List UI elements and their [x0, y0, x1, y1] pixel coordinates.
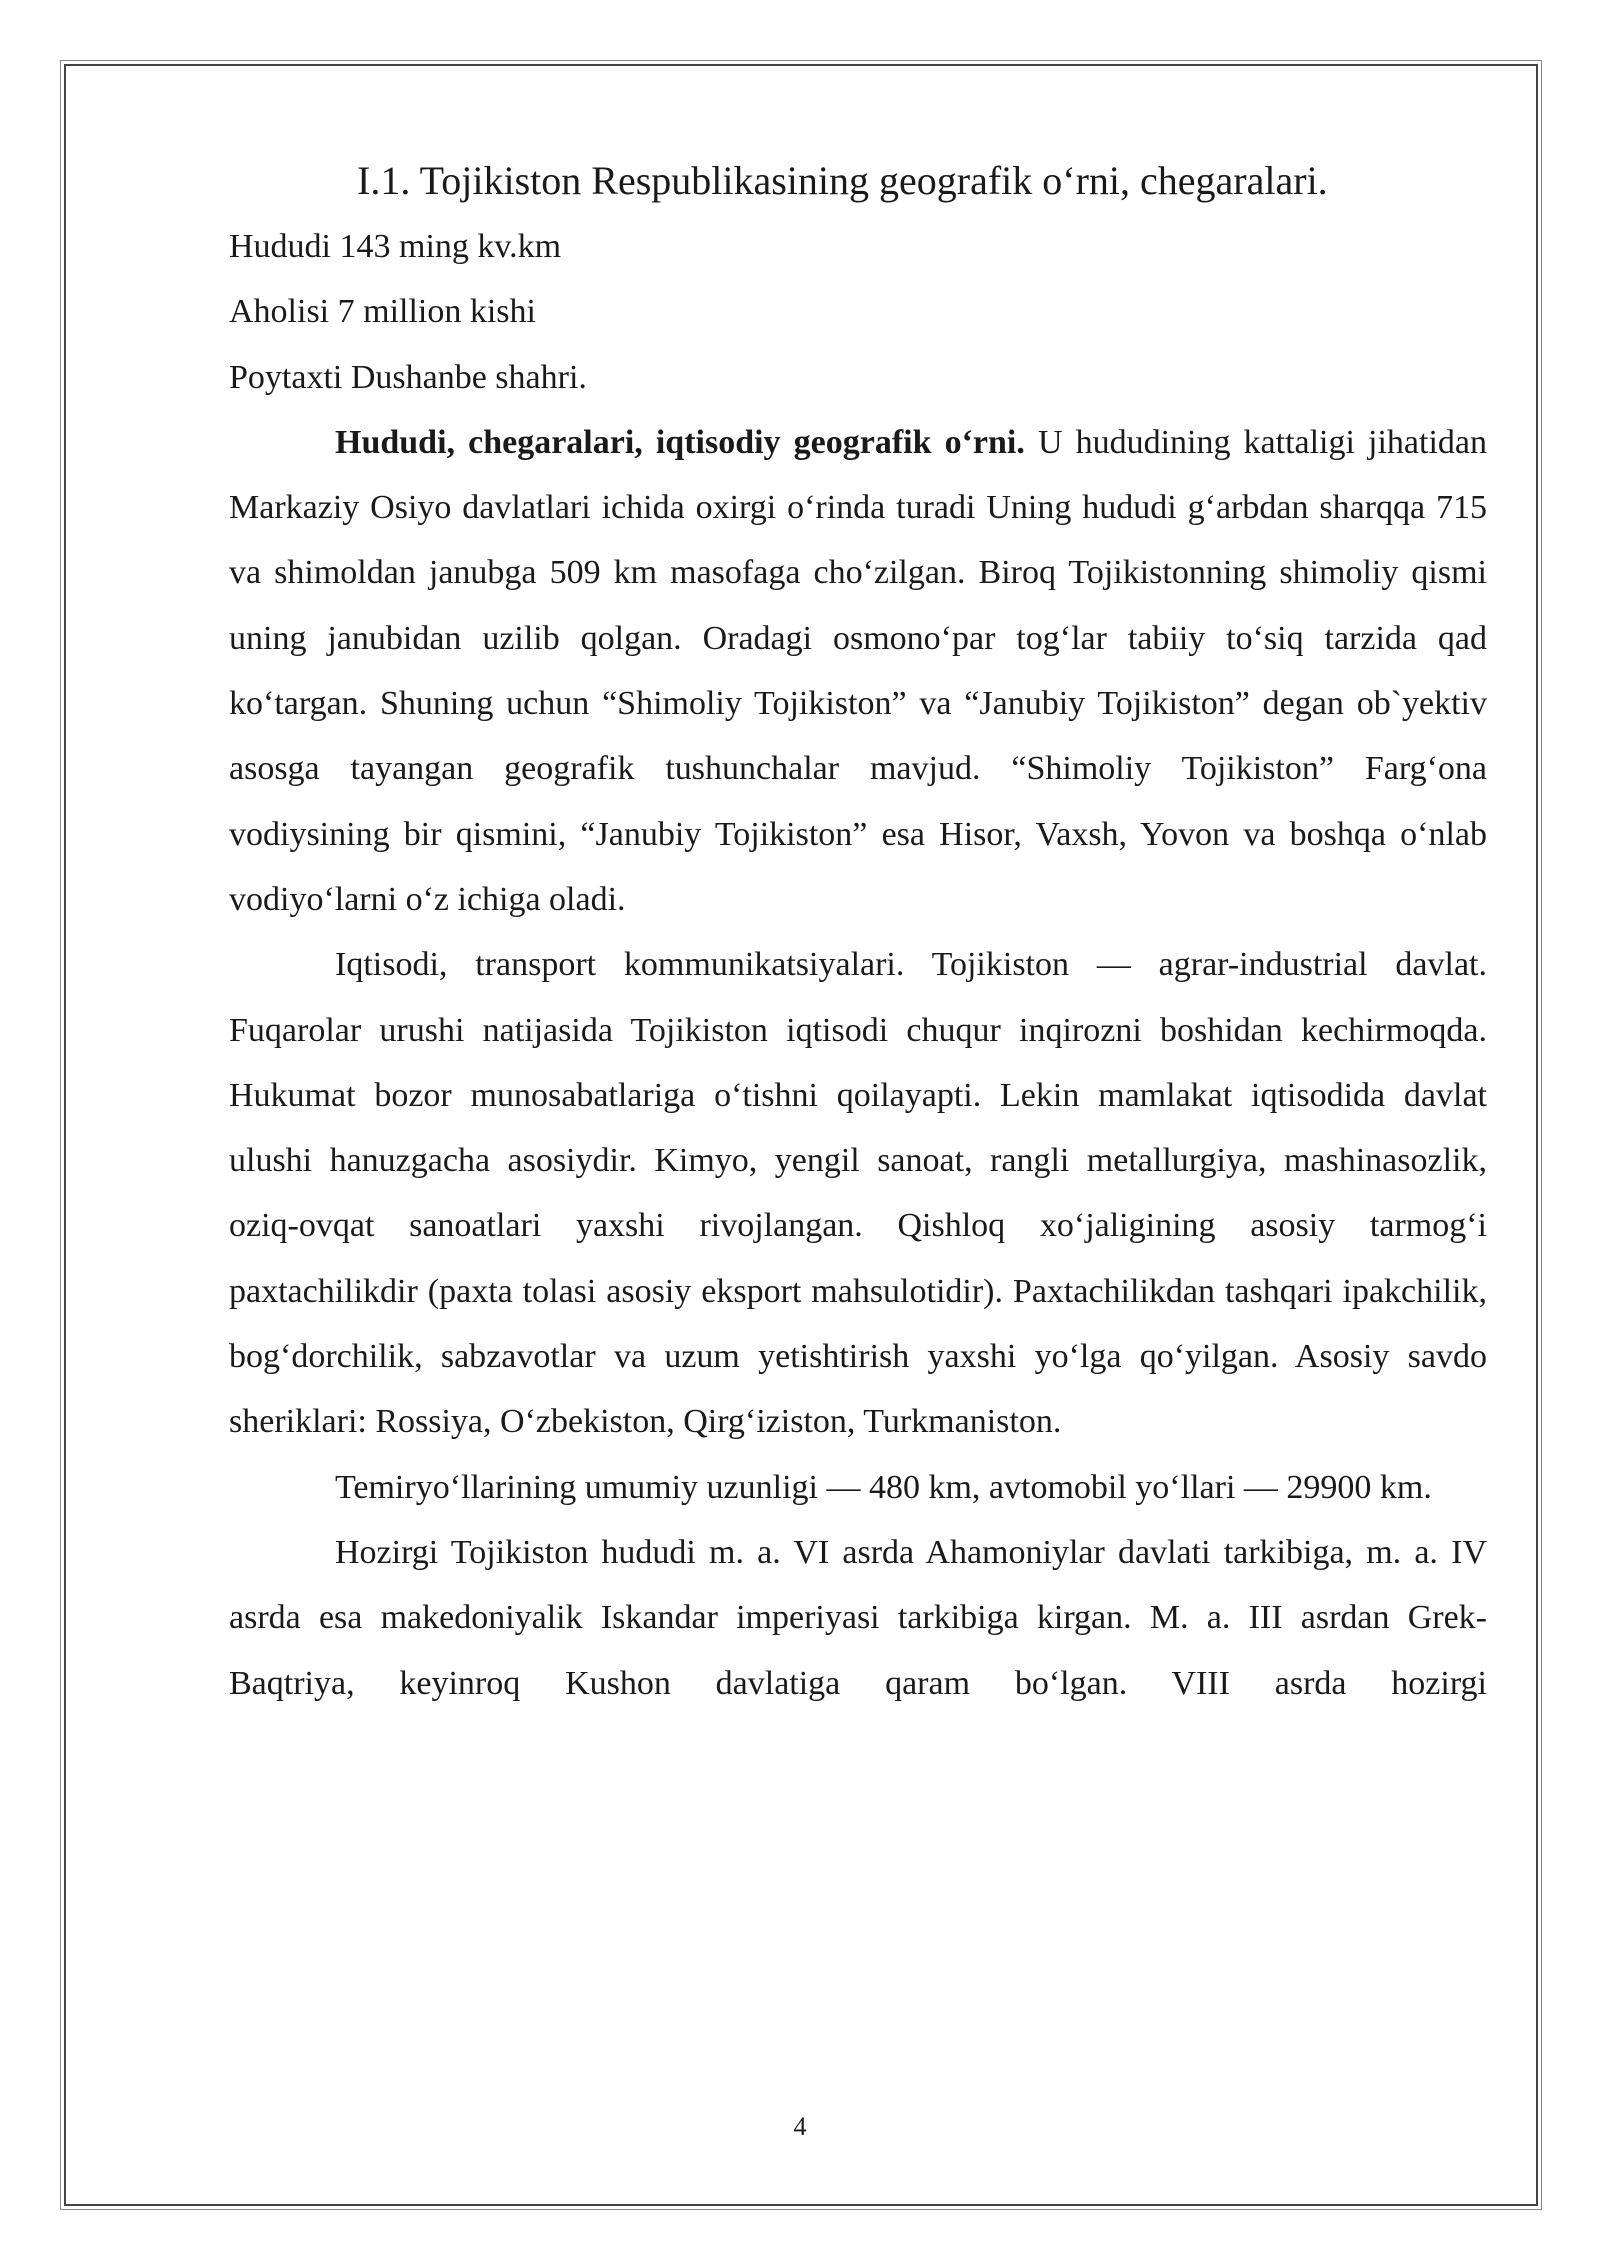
paragraph-territory-heading: Hududi, chegaralari, iqtisodiy geografik o‘rni. [335, 423, 1025, 461]
page-number: 4 [793, 2112, 807, 2141]
paragraph-territory [229, 410, 1487, 932]
paragraph-history: Hozirgi Tojikiston hududi m. a. VI asrda Ahamoniylar davlati tarkibiga, m. a. IV asrda esa makedoniyalik Iskandar imperiyasi tarkibiga kirgan. M. a. III asrdan Grek-Baqtriya, keyinroq Kushon davlatiga qaram bo‘lgan. VIII asrda hozirgi [229, 1533, 1487, 1702]
page-content [229, 148, 1487, 1716]
fact-capital: Poytaxti Dushanbe shahri. [229, 358, 587, 396]
paragraph-territory-text: U hududining kattaligi jihatidan Markaziy Osiyo davlatlari ichida oxirgi o‘rinda turadi Uning hududi g‘arbdan sharqqa 715 va shimoldan janubga 509 km masofaga cho‘zilgan. Biroq Tojikistonning shimoliy qismi uning janubidan uzilib qolgan. Oradagi osmono‘par tog‘lar tabiiy to‘siq tarzida qad ko‘targan. Shuning uchun “Shimoliy Tojikiston” va “Janubiy Tojikiston” degan ob`yektiv asosga tayangan geografik tushunchalar mavjud. “Shimoliy Tojikiston” Farg‘ona vodiysining bir qismini, “Janubiy Tojikiston” esa Hisor, Vaxsh, Yovon va boshqa o‘nlab vodiyo‘larni o‘z ichiga oladi. [229, 423, 1487, 918]
section-title: I.1. Tojikiston Respublikasining geografik o‘rni, chegaralari. [357, 158, 1328, 203]
paragraph-transport: Temiryo‘llarining umumiy uzunligi — 480 km, avtomobil yo‘llari — 29900 km. [335, 1468, 1432, 1506]
fact-area: Hududi 143 ming kv.km [229, 228, 562, 265]
fact-population: Aholisi 7 million kishi [229, 293, 536, 331]
paragraph-economy: Iqtisodi, transport kommunikatsiyalari. Tojikiston — agrar-industrial davlat. Fuqarolar urushi natijasida Tojikiston iqtisodi chuqur inqirozni boshidan kechirmoqda. Hukumat bozor munosabatlariga o‘tishni qoilayapti. Lekin mamlakat iqtisodida davlat ulushi hanuzgacha asosiydir. Kimyo, yengil sanoat, rangli metallurgiya, mashinasozlik, oziq-ovqat sanoatlari yaxshi rivojlangan. Qishloq xo‘jaligining asosiy tarmog‘i paxtachilikdir (paxta tolasi asosiy eksport mahsulotidir). Paxtachilikdan tashqari ipakchilik, bog‘dorchilik, sabzavotlar va uzum yetishtirish yaxshi yo‘lga qo‘yilgan. Asosiy savdo sheriklari: Rossiya, O‘zbekiston, Qirg‘iziston, Turkmaniston. [229, 946, 1487, 1441]
